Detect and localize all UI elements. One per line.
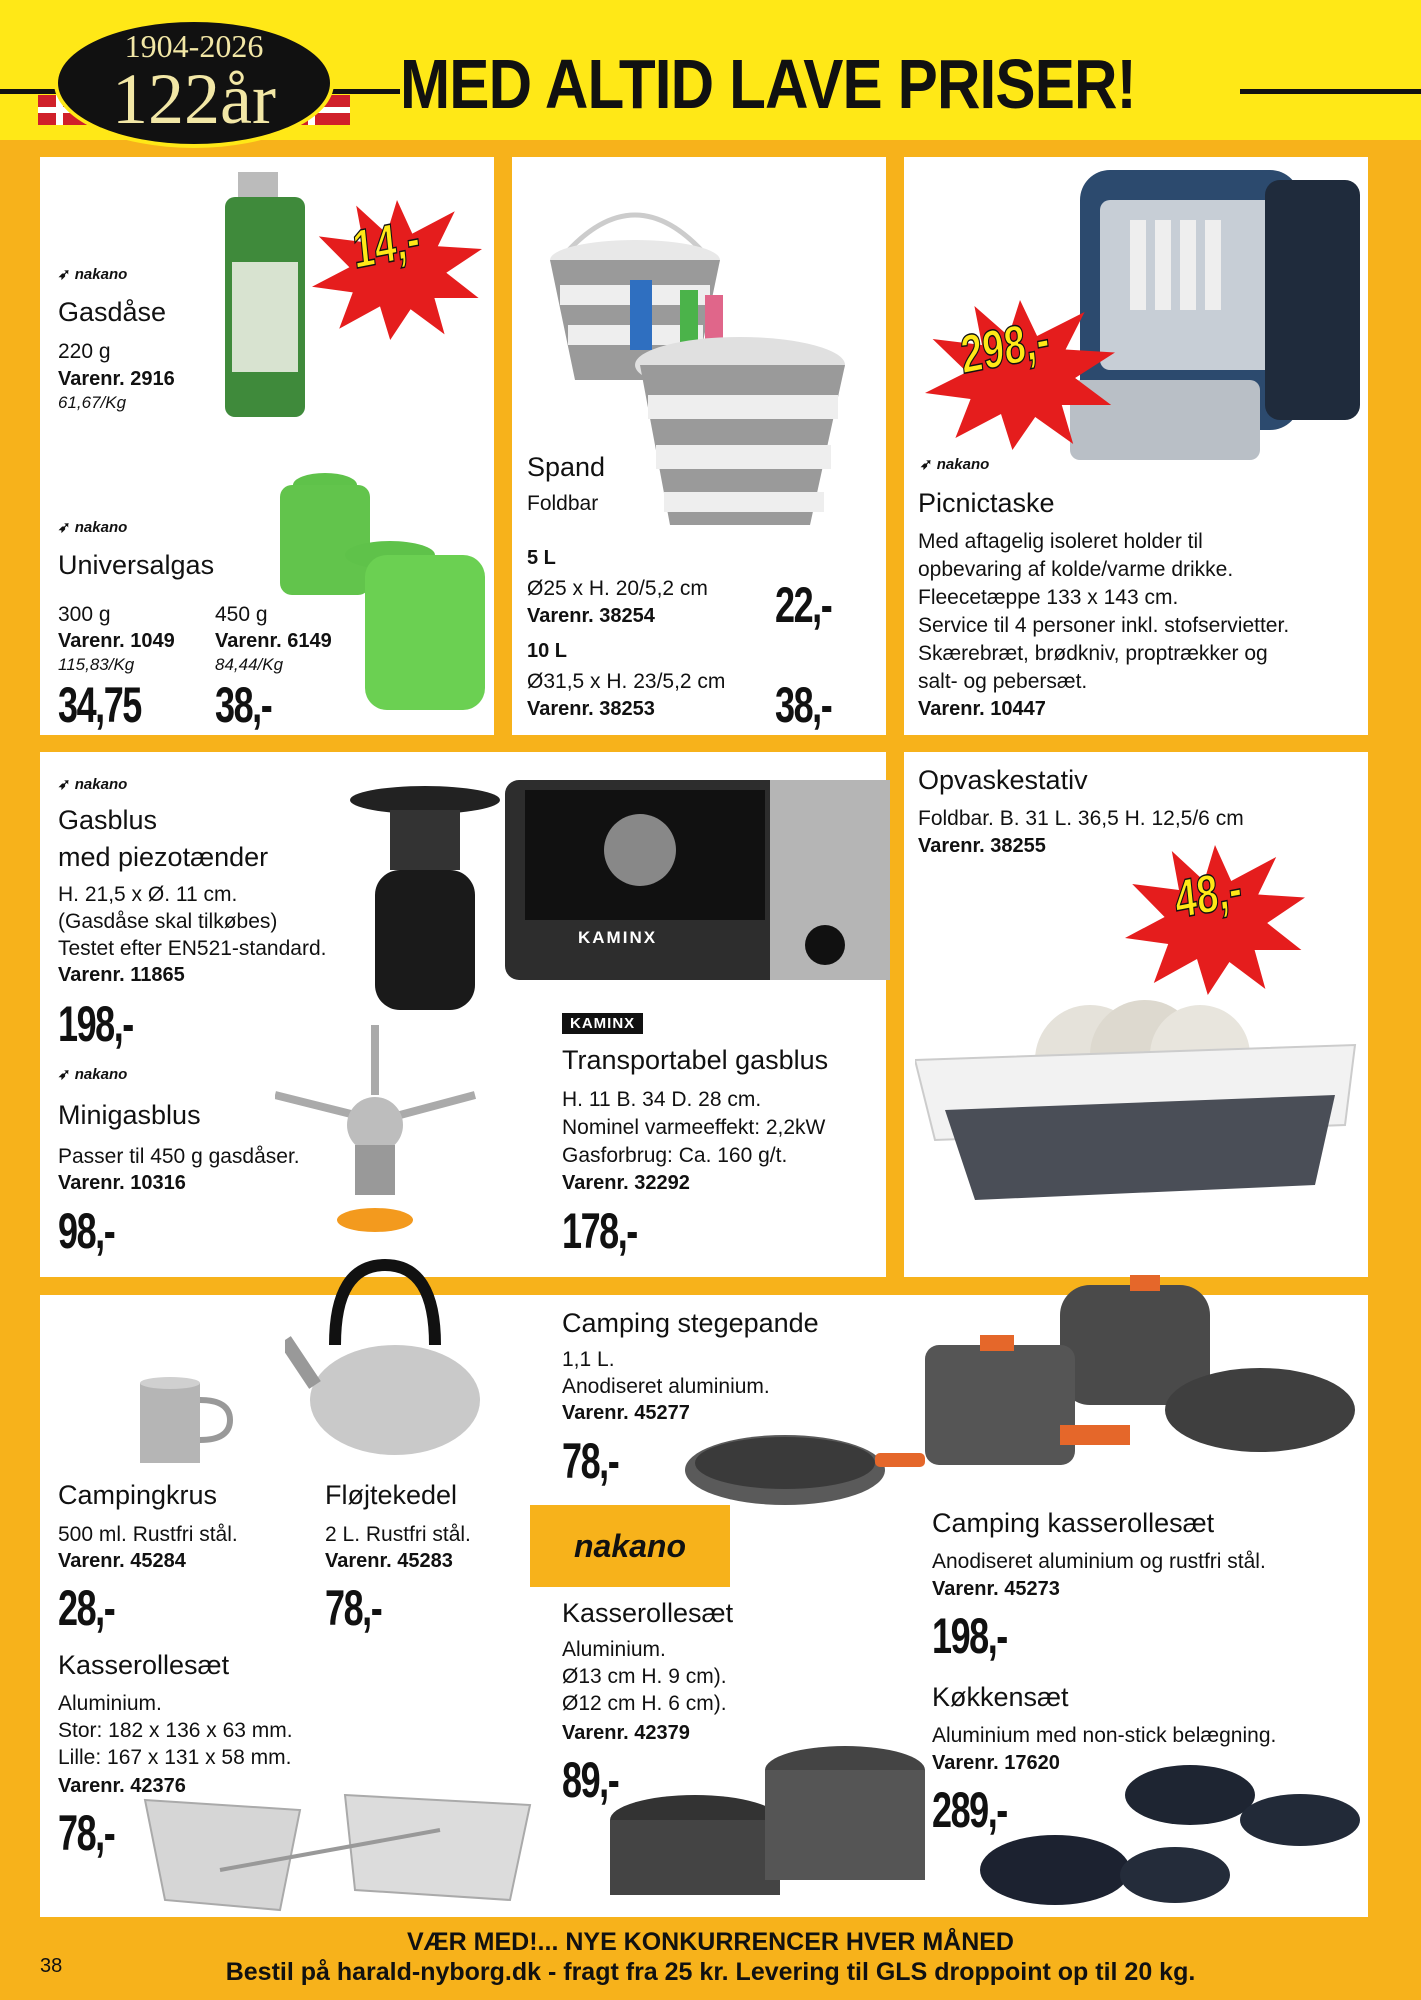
varenr-kasserollesaet-alu: Varenr. 42379 <box>562 1722 690 1744</box>
weight-universalgas-450: 450 g <box>215 603 268 626</box>
price-universalgas-300: 34,75 <box>58 677 141 733</box>
dish-rack-image <box>915 975 1365 1220</box>
stove-brand-label: KAMINX <box>578 928 658 947</box>
gasblus-line: Testet efter EN521-standard. <box>58 937 327 960</box>
price-kasserollesaet-alu: 89,- <box>562 1752 619 1808</box>
size-spand-10l: 10 L <box>527 640 568 662</box>
title-campingkrus: Campingkrus <box>58 1480 218 1510</box>
weight-gasdaase: 220 g <box>58 340 111 363</box>
stegepande-line: 1,1 L. <box>562 1348 615 1371</box>
price-picnictaske: 298,- <box>958 308 1052 386</box>
nakano-logo: nakano <box>530 1505 730 1587</box>
unitprice-universalgas-300: 115,83/Kg <box>58 655 135 674</box>
stegepande-line: Anodiseret aluminium. <box>562 1375 770 1398</box>
unitprice-universalgas-450: 84,44/Kg <box>215 655 284 674</box>
gas-can-image <box>220 172 315 422</box>
price-gasblus: 198,- <box>58 996 133 1052</box>
varenr-transportabel: Varenr. 32292 <box>562 1172 690 1194</box>
price-opvaskestativ: 48,- <box>1172 858 1245 931</box>
gasblus-line: (Gasdåse skal tilkøbes) <box>58 910 278 933</box>
title-floejtekedel: Fløjtekedel <box>325 1480 458 1510</box>
header-rule-mid <box>330 89 400 94</box>
anniversary-badge <box>54 18 334 148</box>
price-kasserollesaet-small: 78,- <box>58 1805 115 1861</box>
picnictaske-line: Med aftagelig isoleret holder til <box>918 530 1203 553</box>
title-camping-kasserollesaet: Camping kasserollesæt <box>932 1508 1215 1538</box>
mess-tin-image <box>140 1785 535 1915</box>
brand-nakano: ➶ nakano <box>920 455 989 473</box>
title-minigasblus: Minigasblus <box>58 1100 201 1130</box>
title-picnictaske: Picnictaske <box>918 488 1055 518</box>
title-koekkensaet: Køkkensæt <box>932 1682 1069 1712</box>
kasserollesaet-small-line: Stor: 182 x 136 x 63 mm. <box>58 1719 293 1742</box>
varenr-kasserollesaet-small: Varenr. 42376 <box>58 1775 186 1797</box>
kasserollesaet-alu-line: Ø13 cm H. 9 cm). <box>562 1665 727 1688</box>
campingkrus-line: 500 ml. Rustfri stål. <box>58 1523 238 1546</box>
picnictaske-line: Fleecetæppe 133 x 143 cm. <box>918 586 1179 609</box>
varenr-minigasblus: Varenr. 10316 <box>58 1172 186 1194</box>
varenr-floejtekedel: Varenr. 45283 <box>325 1550 453 1572</box>
headline: MED ALTID LAVE PRISER! <box>400 45 1136 123</box>
kasserollesaet-alu-line: Ø12 cm H. 6 cm). <box>562 1692 727 1715</box>
weight-universalgas-300: 300 g <box>58 603 111 626</box>
brand-nakano: ➶ nakano <box>58 775 127 793</box>
title-gasdaase: Gasdåse <box>58 297 167 327</box>
header-rule-right <box>1240 89 1421 94</box>
title-kasserollesaet-alu: Kasserollesæt <box>562 1598 734 1628</box>
camping-mug-image <box>135 1375 235 1465</box>
price-floejtekedel: 78,- <box>325 1580 382 1636</box>
varenr-spand-10l: Varenr. 38253 <box>527 698 655 720</box>
price-stegepande: 78,- <box>562 1433 619 1489</box>
price-spand-10l: 38,- <box>775 677 832 733</box>
transportabel-line: Nominel varmeeffekt: 2,2kW <box>562 1116 826 1139</box>
picnictaske-line: salt- og pebersæt. <box>918 670 1088 693</box>
kasserollesaet-small-line: Aluminium. <box>58 1692 162 1715</box>
varenr-gasblus: Varenr. 11865 <box>58 964 185 986</box>
kaminx-logo: KAMINX <box>562 1013 643 1034</box>
camping-pot-set-image <box>920 1255 1365 1495</box>
gasblus-line: H. 21,5 x Ø. 11 cm. <box>58 883 238 906</box>
footer-order-info: Bestil på harald-nyborg.dk - fragt fra 25 kr. Levering til GLS droppoint op til 20 kg. <box>225 1958 1196 1986</box>
price-spand-5l: 22,- <box>775 577 832 633</box>
brand-nakano: ➶ nakano <box>58 518 127 536</box>
title-spand: Spand <box>527 452 606 482</box>
varenr-koekkensaet: Varenr. 17620 <box>932 1752 1060 1774</box>
sub-spand: Foldbar <box>527 492 599 515</box>
kasserollesaet-alu-line: Aluminium. <box>562 1638 666 1661</box>
kettle-image <box>285 1255 485 1465</box>
piezo-burner-image <box>345 780 510 1020</box>
transportabel-line: H. 11 B. 34 D. 28 cm. <box>562 1088 762 1111</box>
dim-spand-5l: Ø25 x H. 20/5,2 cm <box>527 577 708 600</box>
varenr-stegepande: Varenr. 45277 <box>562 1402 690 1424</box>
varenr-gasdaase: Varenr. 2916 <box>58 368 175 390</box>
varenr-campingkrus: Varenr. 45284 <box>58 1550 186 1572</box>
price-universalgas-450: 38,- <box>215 677 272 733</box>
picnic-bag-image <box>1040 140 1365 470</box>
badge-years: 1904-2026 <box>124 28 264 64</box>
picnictaske-line: Skærebræt, brødkniv, proptrækker og <box>918 642 1268 665</box>
title-opvaskestativ: Opvaskestativ <box>918 765 1088 795</box>
price-minigasblus: 98,- <box>58 1203 115 1259</box>
koekkensaet-line: Aluminium med non-stick belægning. <box>932 1724 1277 1747</box>
kasserollesaet-small-line: Lille: 167 x 131 x 58 mm. <box>58 1746 292 1769</box>
dim-spand-10l: Ø31,5 x H. 23/5,2 cm <box>527 670 726 693</box>
picnictaske-line: Service til 4 personer inkl. stofservietter. <box>918 614 1290 637</box>
bucket-image <box>530 180 875 540</box>
picnictaske-line: opbevaring af kolde/varme drikke. <box>918 558 1234 581</box>
price-transportabel: 178,- <box>562 1203 637 1259</box>
varenr-opvaskestativ: Varenr. 38255 <box>918 835 1046 857</box>
price-gasdaase: 14,- <box>350 208 423 281</box>
cookset-image <box>980 1755 1365 1915</box>
price-campingkrus: 28,- <box>58 1580 115 1636</box>
title-transportabel: Transportabel gasblus <box>562 1045 829 1075</box>
page-number: 38 <box>40 1955 63 1977</box>
title-gasblus-piezo: med piezotænder <box>58 842 269 872</box>
mini-burner-image <box>275 1015 480 1240</box>
footer-competition: VÆR MED!... NYE KONKURRENCER HVER MÅNED <box>407 1928 1014 1956</box>
title-stegepande: Camping stegepande <box>562 1308 819 1338</box>
camping-kasserollesaet-line: Anodiseret aluminium og rustfri stål. <box>932 1550 1266 1573</box>
price-camping-kasserollesaet: 198,- <box>932 1608 1007 1664</box>
varenr-camping-kasserollesaet: Varenr. 45273 <box>932 1578 1060 1600</box>
price-koekkensaet: 289,- <box>932 1782 1007 1838</box>
title-gasblus: Gasblus <box>58 805 158 835</box>
floejtekedel-line: 2 L. Rustfri stål. <box>325 1523 471 1546</box>
size-spand-5l: 5 L <box>527 547 556 569</box>
badge-anniversary: 122år <box>112 59 276 139</box>
title-kasserollesaet-small: Kasserollesæt <box>58 1650 230 1680</box>
title-universalgas: Universalgas <box>58 550 215 580</box>
brand-nakano: ➶ nakano <box>58 265 127 283</box>
varenr-universalgas-300: Varenr. 1049 <box>58 630 175 652</box>
varenr-spand-5l: Varenr. 38254 <box>527 605 655 627</box>
varenr-picnictaske: Varenr. 10447 <box>918 698 1046 720</box>
transportabel-line: Gasforbrug: Ca. 160 g/t. <box>562 1144 788 1167</box>
portable-stove-image <box>500 760 895 1000</box>
universalgas-image <box>275 465 500 715</box>
header-rule-left <box>0 89 60 94</box>
unitprice-gasdaase: 61,67/Kg <box>58 393 127 412</box>
minigasblus-line: Passer til 450 g gasdåser. <box>58 1145 300 1168</box>
varenr-universalgas-450: Varenr. 6149 <box>215 630 332 652</box>
pot-set-image <box>605 1720 935 1915</box>
opvaskestativ-line: Foldbar. B. 31 L. 36,5 H. 12,5/6 cm <box>918 807 1244 830</box>
brand-nakano: ➶ nakano <box>58 1065 127 1083</box>
